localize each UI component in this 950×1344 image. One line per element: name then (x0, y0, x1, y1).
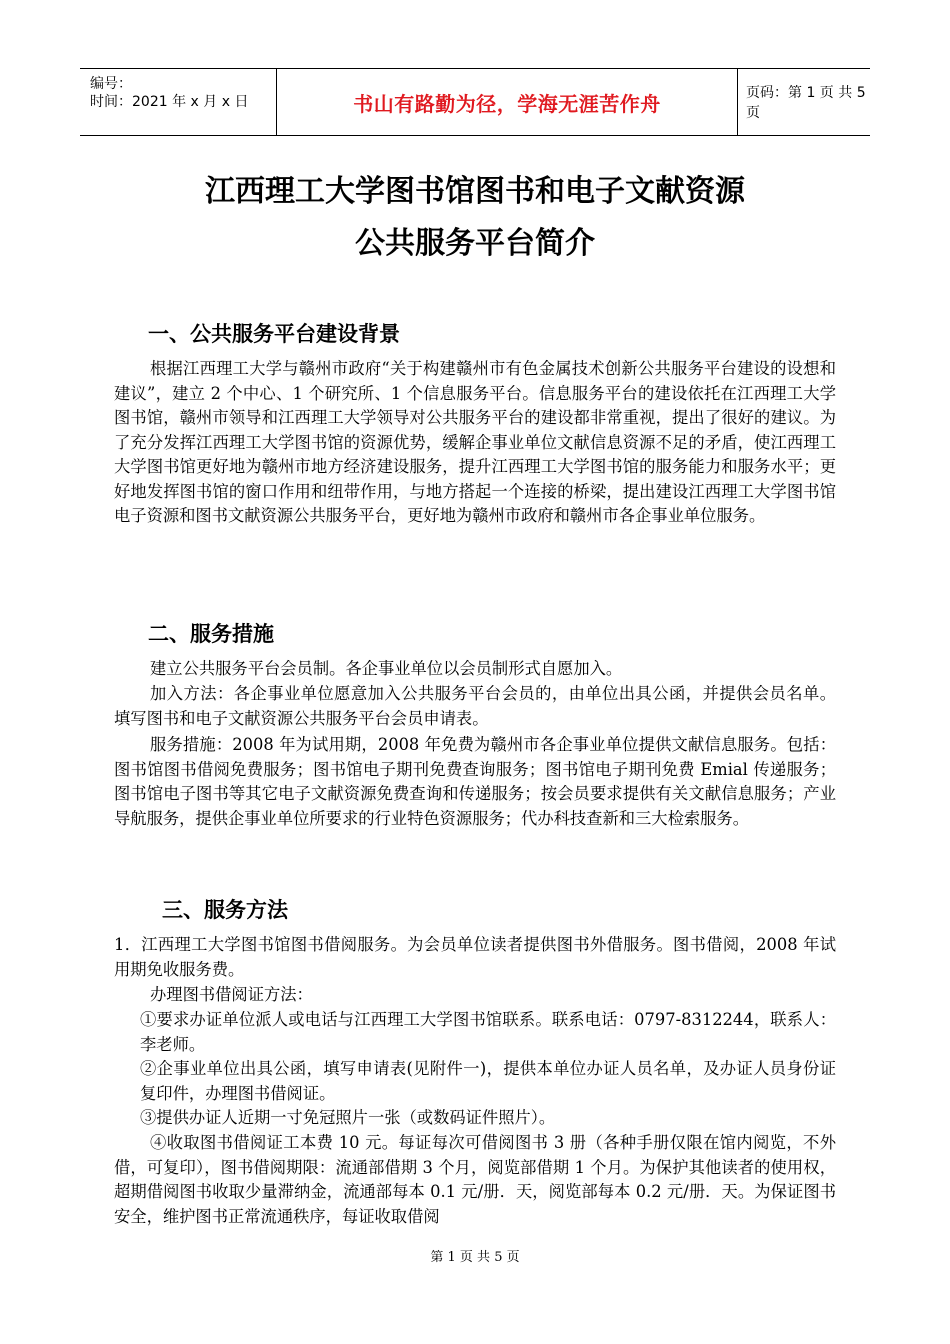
paragraph-step-4: ④收取图书借阅证工本费 10 元。每证每次可借阅图书 3 册（各种手册仅限在馆内阅览，不外借，可复印），图书借阅期限：流通部借期 3 个月，阅览部借期 1 个月。为保护其他读者的使用权，超期借阅图书收取少量滞纳金，流通部每本 0.1 元/册．天，阅览部每本 0.2 元/册．天。为保证图书安全，维护图书正常流通秩序，每证收取借阅 (114, 1133, 836, 1226)
document-title-line1: 江西理工大学图书馆图书和电子文献资源 (205, 174, 745, 209)
page-footer: 第 1 页 共 5 页 (430, 1250, 520, 1265)
paragraph-step-3: ③提供办证人近期一寸免冠照片一张（或数码证件照片）。 (140, 1108, 556, 1127)
section-heading-methods: 三、服务方法 (162, 898, 288, 922)
document-number-label: 编号： (90, 76, 132, 92)
document-time-label: 时间：2021 年 x 月 x 日 (90, 94, 249, 110)
paragraph-book-lending: 1．江西理工大学图书馆图书借阅服务。为会员单位读者提供图书外借服务。图书借阅，2008 年试用期免收服务费。 (114, 935, 836, 979)
header-meta (80, 69, 276, 135)
section-heading-background: 一、公共服务平台建设背景 (148, 322, 400, 346)
paragraph-join-method: 加入方法：各企事业单位愿意加入公共服务平台会员的，由单位出具公函，并提供会员名单。 填写图书和电子文献资源公共服务平台会员申请表。 (114, 684, 836, 728)
section-heading-measures: 二、服务措施 (148, 622, 274, 646)
header-motto: 书山有路勤为径，学海无涯苦作舟 (353, 91, 661, 116)
paragraph-membership: 建立公共服务平台会员制。各企事业单位以会员制形式自愿加入。 (150, 659, 623, 678)
paragraph-service-measures: 服务措施：2008 年为试用期，2008 年免费为赣州市各企事业单位提供文献信息服务。包括：图书馆图书借阅免费服务；图书馆电子期刊免费查询服务；图书馆电子期刊免费 Emial 传递服务；图书馆电子图书等其它电子文献资源免费查询和传递服务；按会员要求提供有关文献信息服务；产业导航服务，提供企事业单位所要求的行业特色资源服务；代办科技查新和三大检索服务。 (114, 735, 836, 828)
paragraph-background: 根据江西理工大学与赣州市政府“关于构建赣州市有色金属技术创新公共服务平台建设的设想和建议”，建立 2 个中心、1 个研究所、1 个信息服务平台。信息服务平台的建设依托在江西理工大学图书馆，赣州市领导和江西理工大学领导对公共服务平台的建设都非常重视，提出了很好的建议。为了充分发挥江西理工大学图书馆的资源优势，缓解企事业单位文献信息资源不足的矛盾，使江西理工大学图书馆更好地为赣州市地方经济建设服务，提升江西理工大学图书馆的服务能力和服务水平；更好地发挥图书馆的窗口作用和纽带作用，与地方搭起一个连接的桥梁，提出建设江西理工大学图书馆电子资源和图书文献资源公共服务平台，更好地为赣州市政府和赣州市各企事业单位服务。 (114, 359, 836, 525)
paragraph-card-method: 办理图书借阅证方法： (150, 985, 313, 1004)
page-header (80, 68, 870, 136)
paragraph-step-1: ①要求办证单位派人或电话与江西理工大学图书馆联系。联系电话：0797-8312244，联系人：李老师。 (140, 1010, 836, 1054)
header-page-info: 页码：第 1 页 共 5 页 (746, 85, 866, 121)
header-motto-cell (276, 69, 738, 135)
document-title-line2: 公共服务平台简介 (355, 226, 595, 261)
paragraph-step-2: ②企事业单位出具公函，填写申请表(见附件一)，提供本单位办证人员名单，及办证人员身份证复印件，办理图书借阅证。 (140, 1059, 836, 1103)
